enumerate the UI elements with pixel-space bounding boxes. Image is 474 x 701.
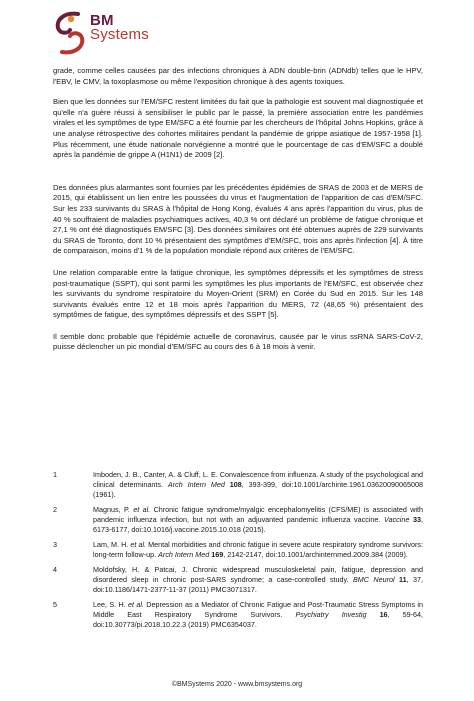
reference-journal: Arch Intern Med (158, 550, 210, 559)
paragraph-continuation: grade, comme celles causées par des infections chroniques à ADN double-brin (ADNdb) telles que le HPV, l'EBV, le CMV, la toxoplasmose ou même l'exposition chronique à des agents toxiques. (53, 66, 423, 86)
page-footer: ©BMSystems 2020 - www.bmsystems.org (171, 681, 303, 688)
reference-text: Chronic fatigue syndrome/myalgic encephalomyelitis (CFS/ME) is associated with pandemic influenza infection, but not with an adjuvanted pandemic influenza vaccine. (93, 505, 423, 524)
reference-number: 3 (53, 540, 57, 549)
reference-journal: Arch Intern Med (167, 480, 225, 489)
reference-text: Depression as a Mediator of Chronic Fatigue and Post-Traumatic Stress Symptoms in Middle East Respiratory Syndrome Survivors. (93, 600, 424, 619)
bmsystems-logo (52, 10, 162, 56)
references-list (53, 470, 423, 635)
reference-number: 1 (53, 470, 57, 479)
reference-text: Imboden, J. B., Canter, A. & Cluff, L. E. Convalescence from influenza. A study of the psychological and clinical determinants. (93, 470, 423, 489)
paragraph-pandemics: Bien que les données sur l'EM/SFC restent limitées du fait que la pathologie est souvent mal diagnostiquée et qu'elle n'a guère réussi à sensibiliser le public par le passé, la première association entre les pandémies virales et les symptômes de type EM/SFC a été fournie par les chercheurs de l'hôpital Johns Hopkins, grâce à une analyse rétrospective des cohortes militaires pendant la pandémie de grippe asiatique de 1957-1958 [1]. Plus récemment, une étude nationale norvégienne a montré que le pourcentage de cas d'EM/SFC a doublé après la pandémie de grippe A (H1N1) de 2009 [2]. (53, 97, 423, 160)
reference-details: , 37, doi:10.1186/1471-2377-11-37 (2011) PMC3071317. (93, 575, 423, 594)
reference-item (53, 565, 423, 595)
reference-item (53, 600, 423, 630)
reference-etal: et al. (128, 600, 144, 609)
reference-number: 5 (53, 600, 57, 609)
reference-details: , 393-399, doi:10.1001/archinte.1961.03620090065008 (1961). (93, 480, 424, 499)
reference-number: 4 (53, 565, 57, 574)
reference-details: , 6173-6177, doi:10.1016/j.vaccine.2015.10.018 (2015). (93, 515, 424, 534)
body-text (53, 66, 423, 353)
paragraph-sspt: Une relation comparable entre la fatigue chronique, les symptômes dépressifs et les symptômes de stress post-traumatique (SSPT), qui sont parmi les symptômes les plus importants de l'EM/SFC, est observée chez les survivants du syndrome respiratoire du Moyen-Orient (SRM) en Corée du Sud en 2015. Sur les 148 survivants évalués entre 12 et 18 mois après l'apparition du MERS, 72 (48,65 %) présentaient des symptômes de fatigue, des symptômes dépressifs et des SSPT [5]. (53, 267, 423, 320)
reference-number: 2 (53, 505, 57, 514)
reference-item (53, 505, 423, 535)
reference-text: Moldofsky, H. & Patcai, J. Chronic widespread musculoskeletal pain, fatigue, depression and disordered sleep in chronic post-SARS syndrome; a case-controlled study. (93, 565, 423, 584)
reference-authors: Lam, M. H. (93, 540, 129, 549)
logo-text-systems: Systems (90, 26, 149, 43)
reference-text: Mental morbidities and chronic fatigue in severe acute respiratory syndrome survivors: long-term follow-up. (93, 540, 423, 559)
reference-item (53, 470, 423, 500)
logo-wordmark (90, 14, 149, 42)
paragraph-conclusion: Il semble donc probable que l'épidémie actuelle de coronavirus, causée par le virus ssRNA SARS-CoV-2, puisse déclencher un pic mondial d'EM/SFC au cours des 6 à 18 mois à venir. (53, 331, 423, 352)
reference-journal: Vaccine (384, 515, 410, 524)
logo-text-bm: BM (90, 12, 114, 29)
reference-etal: et al. (130, 540, 147, 549)
reference-volume: 33 (413, 515, 422, 524)
paragraph-sras-mers: Des données plus alarmantes sont fournies par les précédentes épidémies de SRAS de 2003 et de MERS de 2015, qui établissent un lien entre les poussées du virus et l'augmentation de l'apparition de cas d'EM/SFC. Sur les 233 survivants du SRAS à l'hôpital de Hong Kong, évalués 4 ans après l'apparition du virus, plus de 40 % souffraient de maladies psychiatriques actives, 40,3 % ont déclaré un problème de fatigue chronique et 27,1 % ont été diagnostiqués EM/SFC [3]. Des données similaires ont été obtenues auprès de 229 survivants du SRAS de Toronto, dont 10 % présentaient des symptômes d'EM/SFC, trois ans après l'infection [4]. À titre de comparaison, moins d'1 % de la population mondiale répond aux critères de l'EM/SFC. (53, 182, 423, 256)
logo-swirl-icon (52, 10, 88, 56)
reference-authors: Lee, S. H. (93, 600, 126, 609)
reference-volume: 11 (398, 575, 407, 584)
reference-details: , 2142-2147, doi:10.1001/archinternmed.2009.384 (2009). (223, 550, 408, 559)
reference-volume: 108 (229, 480, 242, 489)
reference-item (53, 540, 423, 560)
reference-volume: 169 (211, 550, 224, 559)
reference-journal: BMC Neurol (353, 575, 395, 584)
reference-authors: Magnus, P. (93, 505, 130, 514)
reference-journal: Psychiatry Investig (295, 610, 367, 619)
reference-details: , 59-64, doi:10.30773/pi.2018.10.22.3 (2019) PMC6354037. (93, 610, 424, 629)
reference-volume: 16 (379, 610, 388, 619)
reference-etal: et al. (133, 505, 151, 514)
